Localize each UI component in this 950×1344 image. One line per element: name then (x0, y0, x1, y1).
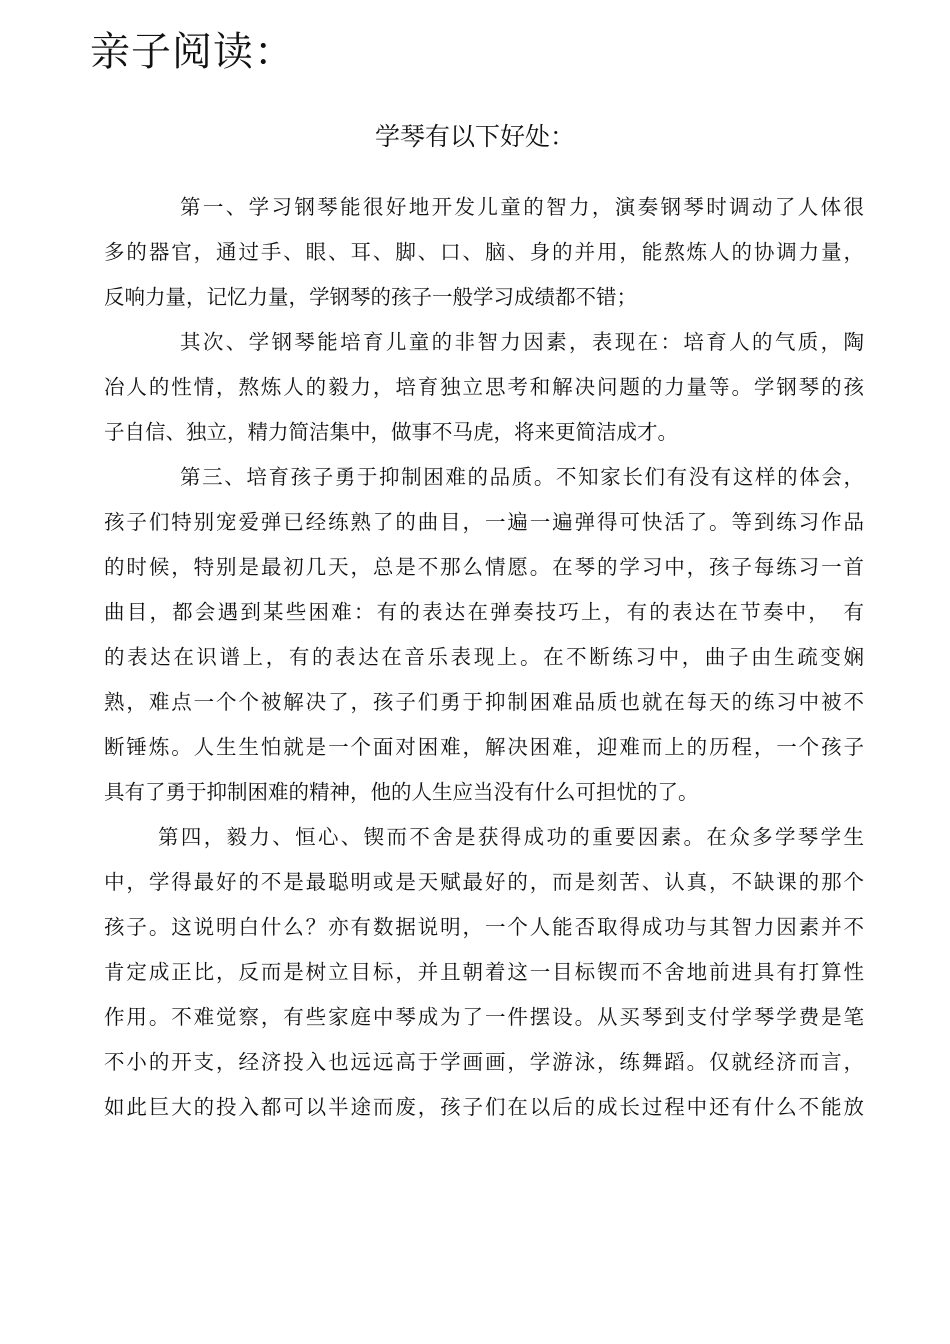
text-line: 第四，毅力、恒心、锲而不舍是获得成功的重要因素。在众多学琴学生 (158, 825, 864, 849)
text-line: 孩子。这说明白什么？亦有数据说明，一个人能否取得成功与其智力因素并不 (104, 915, 864, 939)
text-line: 具有了勇于抑制困难的精神，他的人生应当没有什么可担忧的了。 (104, 780, 699, 804)
text-line: 子自信、独立，精力简洁集中，做事不马虎，将来更简洁成才。 (104, 420, 678, 444)
text-line: 熟，难点一个个被解决了，孩子们勇于抑制困难品质也就在每天的练习中被不 (104, 690, 864, 714)
text-line: 孩子们特别宠爱弹已经练熟了的曲目，一遍一遍弹得可快活了。等到练习作品 (104, 510, 864, 534)
text-line: 多的器官，通过手、眼、耳、脚、口、脑、身的并用，能熬炼人的协调力量， (104, 240, 864, 264)
text-line: 第一、学习钢琴能很好地开发儿童的智力，演奏钢琴时调动了人体很 (180, 195, 864, 219)
article-title: 学琴有以下好处： (374, 122, 575, 151)
text-line: 第三、培育孩子勇于抑制困难的品质。不知家长们有没有这样的体会， (180, 465, 864, 489)
paragraph-4 (104, 815, 864, 1130)
text-line: 肯定成正比，反而是树立目标，并且朝着这一目标锲而不舍地前进具有打算性 (104, 960, 864, 984)
paragraph-2 (104, 320, 864, 455)
text-line: 反响力量，记忆力量，学钢琴的孩子一般学习成绩都不错； (104, 285, 637, 309)
page-heading: 亲子阅读： (90, 29, 295, 75)
text-line: 其次、学钢琴能培育儿童的非智力因素，表现在：培育人的气质，陶 (180, 330, 864, 354)
text-line: 的表达在识谱上，有的表达在音乐表现上。在不断练习中，曲子由生疏变娴 (104, 645, 864, 669)
text-line: 中，学得最好的不是最聪明或是天赋最好的，而是刻苦、认真，不缺课的那个 (104, 870, 864, 894)
text-line: 如此巨大的投入都可以半途而废，孩子们在以后的成长过程中还有什么不能放 (104, 1095, 864, 1119)
paragraph-3 (104, 455, 864, 815)
text-line: 断锤炼。人生生怕就是一个面对困难，解决困难，迎难而上的历程，一个孩子 (104, 735, 864, 759)
text-line: 曲目，都会遇到某些困难：有的表达在弹奏技巧上，有的表达在节奏中， 有 (104, 600, 864, 624)
text-line: 冶人的性情，熬炼人的毅力，培育独立思考和解决问题的力量等。学钢琴的孩 (104, 375, 864, 399)
text-line: 作用。不难觉察，有些家庭中琴成为了一件摆设。从买琴到支付学琴学费是笔 (104, 1005, 864, 1029)
text-line: 的时候，特别是最初几天，总是不那么情愿。在琴的学习中，孩子每练习一首 (104, 555, 864, 579)
paragraph-1 (104, 185, 864, 320)
article-body (104, 185, 864, 1130)
text-line: 不小的开支，经济投入也远远高于学画画，学游泳，练舞蹈。仅就经济而言， (104, 1050, 864, 1074)
